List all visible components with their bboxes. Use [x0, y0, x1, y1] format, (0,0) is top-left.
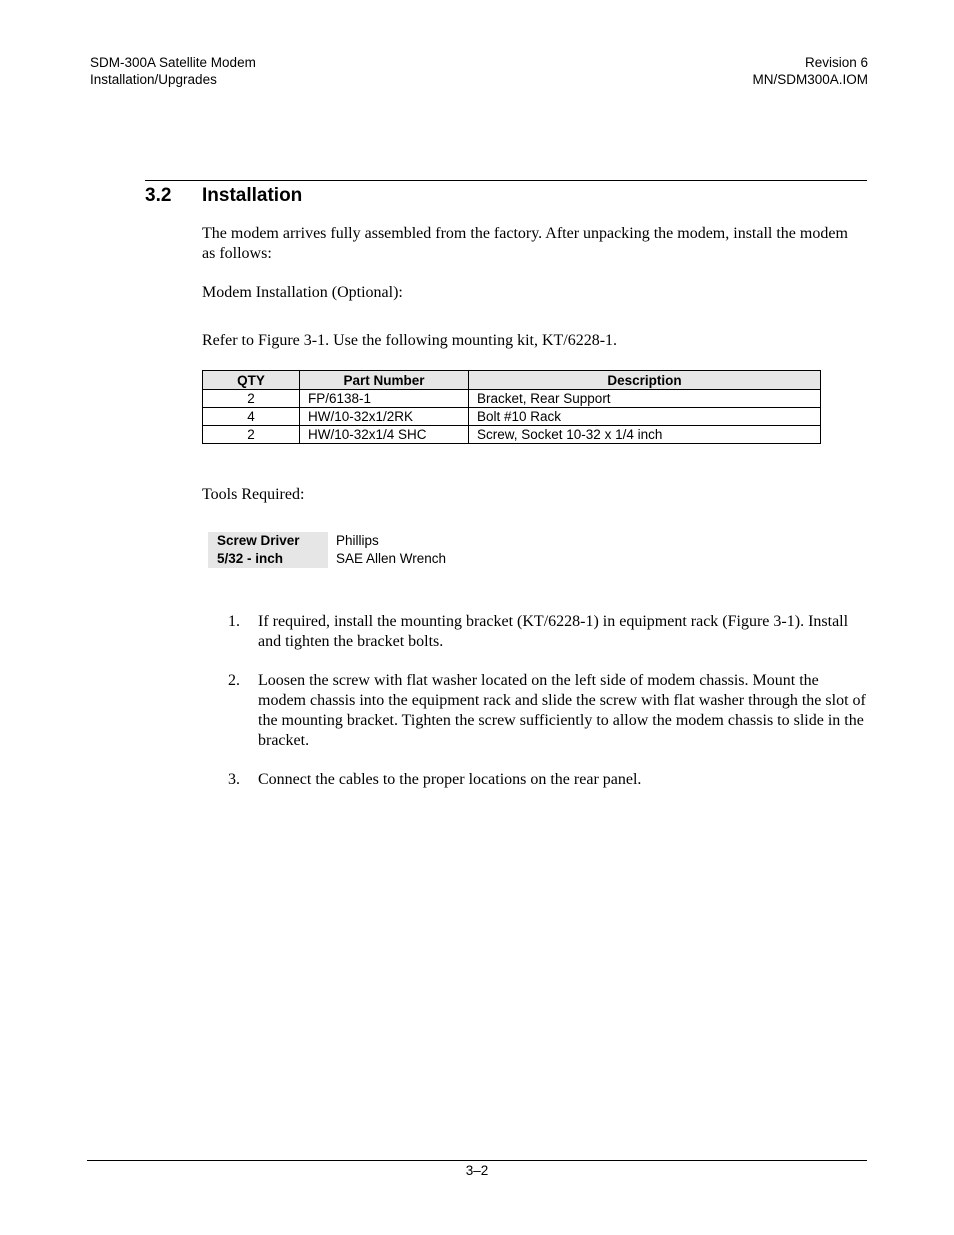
tool-row: [208, 532, 446, 550]
list-item: [202, 612, 866, 652]
cell-description: Screw, Socket 10-32 x 1/4 inch: [469, 426, 821, 444]
step-text: If required, install the mounting bracket (KT/6228-1) in equipment rack (Figure 3-1). Install and tighten the bracket bolts.: [258, 613, 849, 650]
col-header-part-number: Part Number: [300, 371, 469, 390]
list-item: [202, 770, 866, 790]
header-left: [90, 55, 256, 88]
tool-name: Screw Driver: [208, 532, 328, 550]
tool-name: 5/32 - inch: [208, 550, 328, 568]
table-row: [203, 408, 821, 426]
header-revision: Revision 6: [804, 55, 868, 70]
header-doc-number: MN/SDM300A.IOM: [752, 71, 868, 87]
cell-description: Bolt #10 Rack: [469, 408, 821, 426]
step-number: 2.: [228, 672, 240, 689]
col-header-description: Description: [469, 371, 821, 390]
step-number: 1.: [228, 613, 240, 630]
intro-paragraph: The modem arrives fully assembled from the factory. After unpacking the modem, install the modem as follows:: [202, 225, 848, 262]
cell-qty: 2: [203, 426, 300, 444]
list-item: [202, 671, 866, 751]
tools-required-paragraph: Tools Required:: [202, 486, 305, 503]
installation-steps: [202, 612, 866, 809]
step-number: 3.: [228, 771, 240, 788]
refer-paragraph: Refer to Figure 3-1. Use the following mounting kit, KT/6228-1.: [202, 332, 618, 349]
footer-rule: [87, 1160, 867, 1161]
table-row: [203, 426, 821, 444]
cell-qty: 2: [203, 390, 300, 408]
section-title: Installation: [202, 185, 303, 206]
section-number: 3.2: [145, 185, 172, 206]
page-number: 3–2: [465, 1163, 489, 1178]
cell-description: Bracket, Rear Support: [469, 390, 821, 408]
tool-value: Phillips: [336, 533, 379, 548]
tool-row: [208, 550, 446, 568]
header-product: SDM-300A Satellite Modem: [90, 55, 256, 70]
tools-list: [208, 532, 446, 568]
cell-part-number: FP/6138-1: [300, 390, 469, 408]
cell-part-number: HW/10-32x1/2RK: [300, 408, 469, 426]
cell-qty: 4: [203, 408, 300, 426]
cell-part-number: HW/10-32x1/4 SHC: [300, 426, 469, 444]
step-text: Connect the cables to the proper locations on the rear panel.: [258, 771, 642, 788]
installation-optional-paragraph: Modem Installation (Optional):: [202, 284, 403, 301]
table-header-row: [203, 371, 821, 390]
section-rule: [145, 180, 867, 181]
step-text: Loosen the screw with flat washer located on the left side of modem chassis. Mount the modem chassis into the equipment rack and slide the screw with flat washer through the slot of the mounting bracket. Tighten the screw sufficiently to allow the modem chassis to slide in the bracket.: [258, 672, 866, 749]
header-right: [752, 55, 868, 88]
tool-value: SAE Allen Wrench: [336, 551, 447, 566]
mounting-kit-table: [202, 370, 821, 444]
col-header-qty: QTY: [203, 371, 300, 390]
header-chapter: Installation/Upgrades: [90, 71, 217, 87]
table-row: [203, 390, 821, 408]
